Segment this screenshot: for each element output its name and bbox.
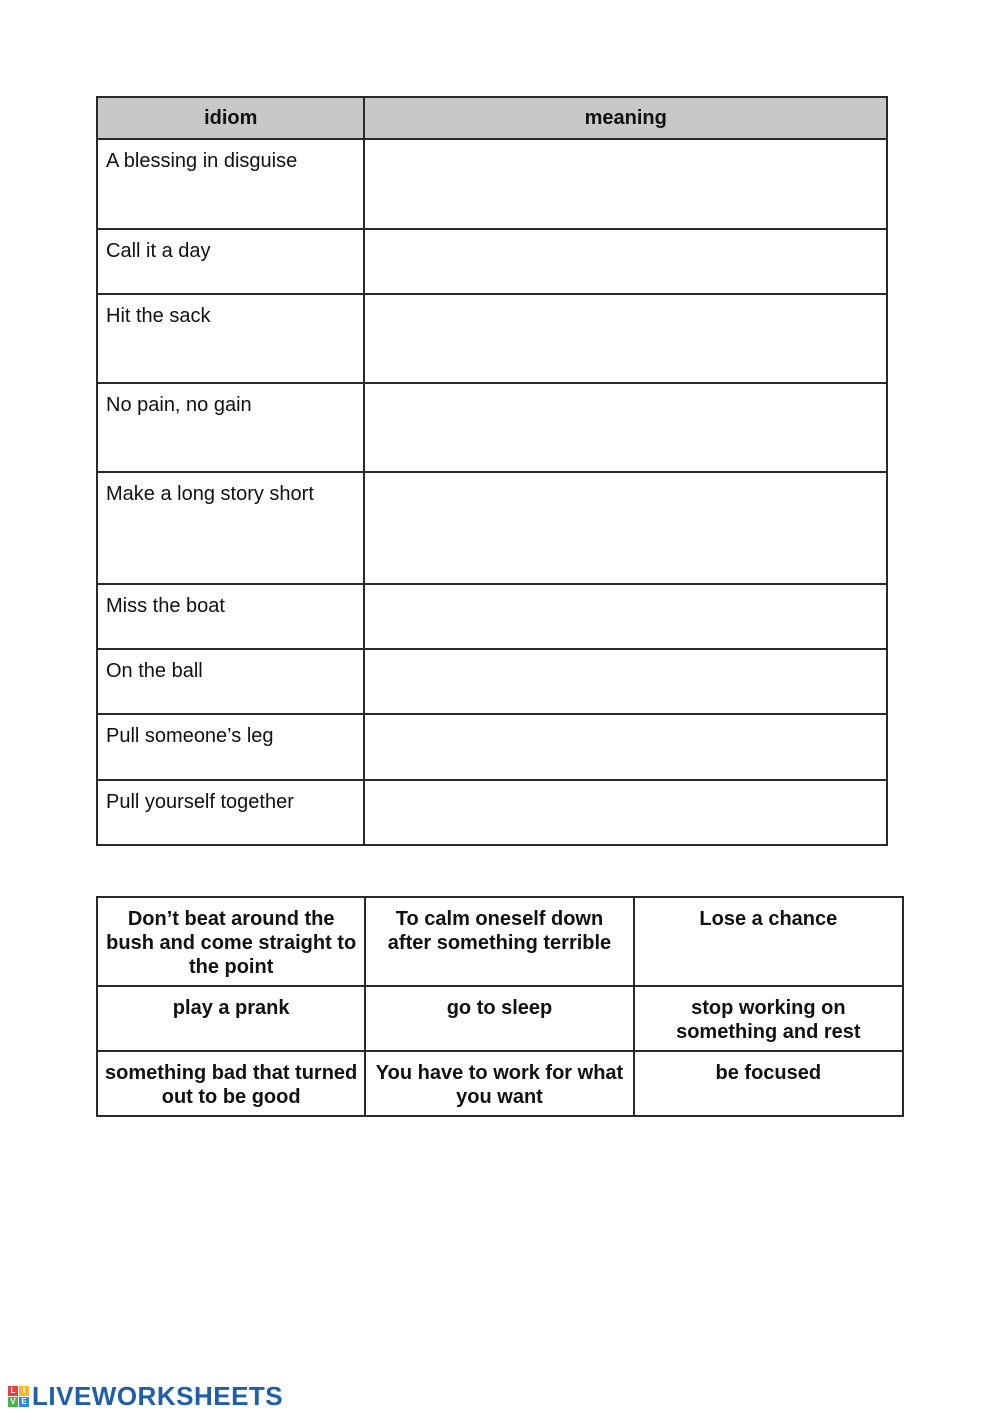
table-row	[97, 649, 887, 714]
answer-row	[97, 1051, 903, 1116]
table-row	[97, 383, 887, 472]
meaning-input[interactable]	[365, 585, 886, 626]
table-row	[97, 472, 887, 584]
answer-card[interactable]: play a prank	[97, 986, 365, 1051]
meaning-drop-cell[interactable]	[364, 714, 887, 780]
answer-row	[97, 897, 903, 986]
idiom-column-header: idiom	[97, 97, 364, 139]
logo-mark-icon	[8, 1386, 29, 1407]
idiom-meaning-table	[96, 96, 888, 846]
meaning-input[interactable]	[365, 650, 886, 691]
answer-card[interactable]: be focused	[634, 1051, 903, 1116]
answer-card[interactable]: Lose a chance	[634, 897, 903, 986]
meaning-input[interactable]	[365, 473, 886, 514]
liveworksheets-logo[interactable]	[8, 1381, 283, 1412]
idiom-cell: On the ball	[97, 649, 364, 714]
meaning-drop-cell[interactable]	[364, 472, 887, 584]
logo-mark-letter: L	[8, 1386, 18, 1396]
logo-text: LIVEWORKSHEETS	[32, 1381, 284, 1411]
answer-card[interactable]: To calm oneself down after something terrible	[365, 897, 633, 986]
logo-mark-letter: E	[19, 1397, 29, 1407]
idiom-cell: Pull yourself together	[97, 780, 364, 845]
meaning-input[interactable]	[365, 384, 886, 425]
idiom-cell: Pull someone’s leg	[97, 714, 364, 780]
meaning-input[interactable]	[365, 295, 886, 336]
meaning-drop-cell[interactable]	[364, 229, 887, 294]
meaning-drop-cell[interactable]	[364, 584, 887, 649]
idiom-cell: Call it a day	[97, 229, 364, 294]
idiom-cell: Make a long story short	[97, 472, 364, 584]
meaning-input[interactable]	[365, 140, 886, 181]
answer-card[interactable]: go to sleep	[365, 986, 633, 1051]
meaning-drop-cell[interactable]	[364, 294, 887, 383]
answer-card[interactable]: stop working on something and rest	[634, 986, 903, 1051]
idiom-cell: Hit the sack	[97, 294, 364, 383]
idiom-cell: A blessing in disguise	[97, 139, 364, 229]
table-row	[97, 714, 887, 780]
meaning-input[interactable]	[365, 230, 886, 271]
answer-card[interactable]: something bad that turned out to be good	[97, 1051, 365, 1116]
logo-mark-letter: I	[19, 1386, 29, 1396]
answer-card[interactable]: You have to work for what you want	[365, 1051, 633, 1116]
idiom-cell: Miss the boat	[97, 584, 364, 649]
table-row	[97, 584, 887, 649]
answer-row	[97, 986, 903, 1051]
meaning-drop-cell[interactable]	[364, 139, 887, 229]
table-row	[97, 294, 887, 383]
meaning-drop-cell[interactable]	[364, 649, 887, 714]
table-row	[97, 139, 887, 229]
answer-bank-table	[96, 896, 904, 1117]
table-header-row	[97, 97, 887, 139]
meaning-input[interactable]	[365, 781, 886, 822]
table-row	[97, 229, 887, 294]
idiom-cell: No pain, no gain	[97, 383, 364, 472]
meaning-drop-cell[interactable]	[364, 780, 887, 845]
answer-card[interactable]: Don’t beat around the bush and come straight to the point	[97, 897, 365, 986]
meaning-input[interactable]	[365, 715, 886, 756]
meaning-drop-cell[interactable]	[364, 383, 887, 472]
table-row	[97, 780, 887, 845]
meaning-column-header: meaning	[364, 97, 887, 139]
logo-mark-letter: V	[8, 1397, 18, 1407]
